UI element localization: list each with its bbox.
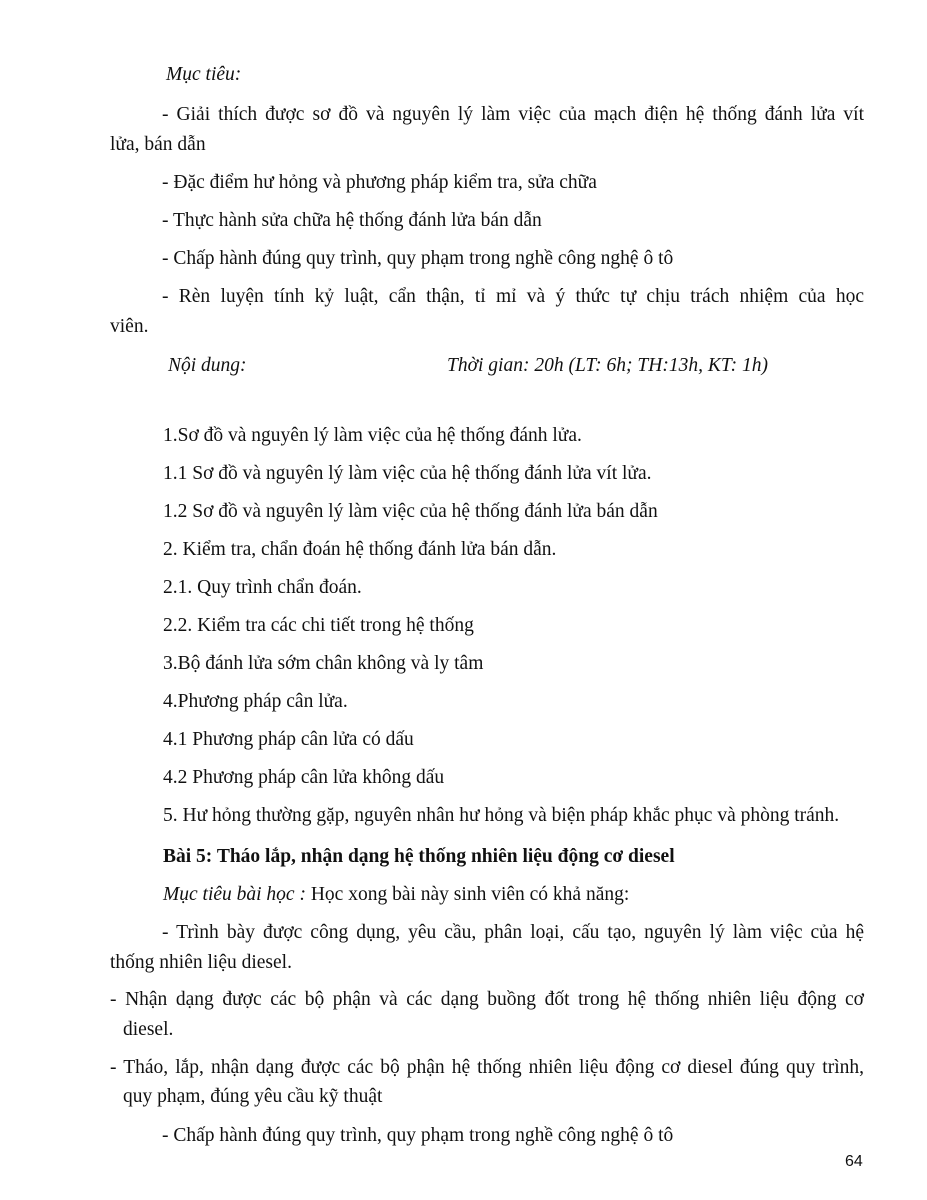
lesson-objective-item-cont: quy phạm, đúng yêu cầu kỹ thuật [123,1086,383,1107]
lesson-title: Bài 5: Tháo lắp, nhận dạng hệ thống nhiên liệu động cơ diesel [163,846,675,867]
outline-item: 2. Kiểm tra, chẩn đoán hệ thống đánh lửa bán dẫn. [163,539,557,560]
objective-item-cont: lửa, bán dẫn [110,134,206,155]
outline-item: 2.1. Quy trình chẩn đoán. [163,577,362,598]
outline-item: 5. Hư hỏng thường gặp, nguyên nhân hư hỏng và biện pháp khắc phục và phòng tránh. [163,805,840,826]
lesson-objective-item: - Tháo, lắp, nhận dạng được các bộ phận hệ thống nhiên liệu động cơ diesel đúng quy trình, [110,1057,864,1078]
objective-item-cont: viên. [110,316,149,337]
outline-item: 1.Sơ đồ và nguyên lý làm việc của hệ thống đánh lửa. [163,425,582,446]
outline-item: 1.2 Sơ đồ và nguyên lý làm việc của hệ thống đánh lửa bán dẫn [163,501,658,522]
objective-item: - Giải thích được sơ đồ và nguyên lý làm việc của mạch điện hệ thống đánh lửa vít [162,104,864,125]
lesson-objective-item: - Nhận dạng được các bộ phận và các dạng buồng đốt trong hệ thống nhiên liệu động cơ [110,989,864,1010]
outline-item: 4.2 Phương pháp cân lửa không dấu [163,767,445,788]
time-allocation: Thời gian: 20h (LT: 6h; TH:13h, KT: 1h) [447,355,768,376]
lesson-objective-item: - Trình bày được công dụng, yêu cầu, phân loại, cấu tạo, nguyên lý làm việc của hệ [162,922,864,943]
lesson-objective-label: Mục tiêu bài học : [163,884,306,905]
objective-item: - Đặc điểm hư hỏng và phương pháp kiểm tra, sửa chữa [162,172,597,193]
lesson-objective-item-cont: diesel. [123,1019,174,1040]
outline-item: 2.2. Kiểm tra các chi tiết trong hệ thống [163,615,474,636]
content-label: Nội dung: [168,355,247,376]
page-number: 64 [845,1153,863,1170]
lesson-objective-item-cont: thống nhiên liệu diesel. [110,952,292,973]
outline-item: 3.Bộ đánh lửa sớm chân không và ly tâm [163,653,484,674]
objective-item: - Chấp hành đúng quy trình, quy phạm trong nghề công nghệ ô tô [162,248,674,269]
lesson-objective [163,880,629,910]
objective-item: - Rèn luyện tính kỷ luật, cẩn thận, tỉ mỉ và ý thức tự chịu trách nhiệm của học [162,286,864,307]
outline-item: 4.Phương pháp cân lửa. [163,691,348,712]
outline-item: 1.1 Sơ đồ và nguyên lý làm việc của hệ thống đánh lửa vít lửa. [163,463,652,484]
objectives-heading: Mục tiêu: [166,64,242,85]
objective-item: - Thực hành sửa chữa hệ thống đánh lửa bán dẫn [162,210,542,231]
lesson-objective-item: - Chấp hành đúng quy trình, quy phạm trong nghề công nghệ ô tô [162,1125,674,1146]
lesson-objective-text: Học xong bài này sinh viên có khả năng: [305,884,630,905]
outline-item: 4.1 Phương pháp cân lửa có dấu [163,729,414,750]
